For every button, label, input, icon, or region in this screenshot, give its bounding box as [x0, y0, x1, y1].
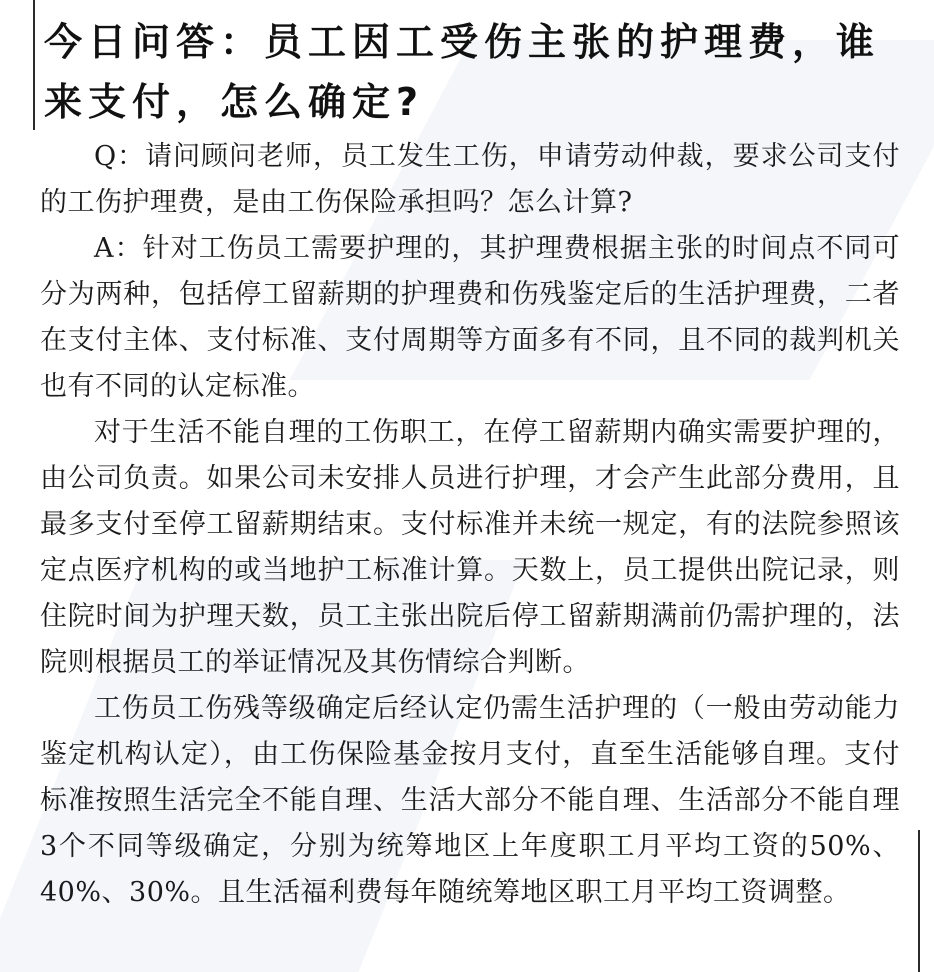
- body-paragraph: 对于生活不能自理的工伤职工，在停工留薪期内确实需要护理的，由公司负责。如果公司未安排人员进行护理，才会产生此部分费用，且最多支付至停工留薪期结束。支付标准并未统一规定，有的法院参照该定点医疗机构的或当地护工标准计算。天数上，员工提供出院记录，则住院时间为护理天数，员工主张出院后停工留薪期满前仍需护理的，法院则根据员工的举证情况及其伤情综合判断。: [40, 417, 900, 678]
- article-body: [40, 134, 900, 916]
- left-border-line: [33, 0, 35, 130]
- question-paragraph: Q：请问顾问老师，员工发生工伤，申请劳动仲裁，要求公司支付的工伤护理费，是由工伤保险承担吗？怎么计算?: [40, 141, 900, 218]
- answer-paragraph: A：针对工伤员工需要护理的，其护理费根据主张的时间点不同可分为两种，包括停工留薪期的护理费和伤残鉴定后的生活护理费，二者在支付主体、支付标准、支付周期等方面多有不同，且不同的裁判机关也有不同的认定标准。: [40, 233, 900, 402]
- body-paragraph: 工伤员工伤残等级确定后经认定仍需生活护理的（一般由劳动能力鉴定机构认定），由工伤保险基金按月支付，直至生活能够自理。支付标准按照生活完全不能自理、生活大部分不能自理、生活部分不能自理3个不同等级确定，分别为统筹地区上年度职工月平均工资的50%、40%、30%。且生活福利费每年随统筹地区职工月平均工资调整。: [40, 693, 900, 908]
- right-border-line: [918, 830, 920, 972]
- article-title: 今日问答：员工因工受伤主张的护理费，谁来支付，怎么确定?: [44, 20, 881, 124]
